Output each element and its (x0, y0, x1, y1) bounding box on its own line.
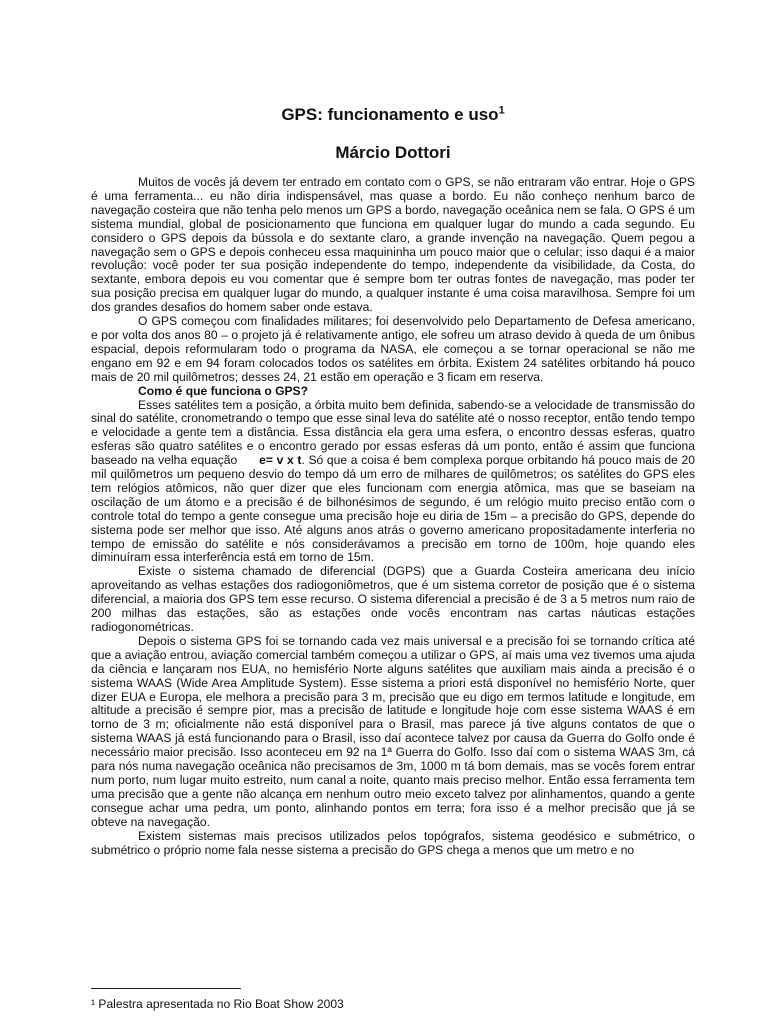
document-body (91, 176, 695, 857)
paragraph-4: Existe o sistema chamado de diferencial (DGPS) que a Guarda Costeira americana deu início aproveitando as velhas estações dos radiogoniômetros, que é um sistema corretor de posição que é o sistema diferencial, a maioria dos GPS tem esse recurso. O sistema diferencial a precisão é de 3 a 5 metros num raio de 200 milhas das estações, são as estações onde vocês encontram nas cartas náuticas estações radiogonométricas. (91, 564, 695, 634)
section-heading: Como é que funciona o GPS? (138, 383, 308, 398)
footnote-divider (91, 988, 241, 989)
title-text: GPS: funcionamento e uso (281, 105, 499, 124)
equation: e= v x t (259, 453, 302, 468)
paragraph-6: Existem sistemas mais precisos utilizados pelos topógrafos, sistema geodésico e submétrico, o submétrico o próprio nome fala nesse sistema a precisão do GPS chega a menos que um metro e no (91, 828, 695, 857)
document-title (91, 105, 695, 125)
paragraph-3 (91, 399, 695, 566)
document-content (91, 105, 695, 857)
footnote-text: ¹ Palestra apresentada no Rio Boat Show 2003 (91, 997, 344, 1011)
author-name: Márcio Dottori (335, 143, 451, 162)
paragraph-3-part-2: . Só que a coisa é bem complexa porque orbitando há pouco mais de 20 mil quilômetros um pequeno desvio do tempo dá um erro de milhares de quilômetros; os satélites do GPS eles tem relógios atômicos, não quer dizer que eles funcionam com energia atômica, mas que se baseiam na oscilação de um átomo e a precisão é de bilhonésimos de segundo, é um relógio muito preciso então com o controle total do tempo a gente consegue uma precisão hoje eu diria de 15m – a precisão do GPS, depende do sistema pode ser melhor que isso. Até alguns anos atrás o governo americano propositadamente interferia no tempo de emissão do satélite e nós considerávamos a precisão em torno de 100m, hoje quando eles diminuíram essa interferência está em torno de 15m. (91, 453, 695, 565)
paragraph-1: Muitos de vocês já devem ter entrado em contato com o GPS, se não entraram vão entrar. Hoje o GPS é uma ferramenta... eu não diria indispensável, mas quase a bordo. Eu não conheço nenhum barco de navegação costeira que não tenha pelo menos um GPS a bordo, navegação oceânica nem se fala. O GPS é um sistema mundial, global de posicionamento que funciona em qualquer lugar do mundo a cada segundo. Eu considero o GPS depois da bússola e do sextante claro, a grande invenção na navegação. Quem pegou a navegação sem o GPS e depois conheceu essa maquininha um pouco maior que o celular; isso daqui é a maior revolução: você poder ter sua posição independente do tempo, independente da visibilidade, da Costa, do sextante, embora depois eu vou comentar que é sempre bom ter outras fontes de navegação, mas poder ter sua posição precisa em qualquer lugar do mundo, a qualquer instante é uma coisa maravilhosa. Sempre foi um dos grandes desafios do homem saber onde estava. (91, 175, 695, 315)
paragraph-5: Depois o sistema GPS foi se tornando cada vez mais universal e a precisão foi se tornando crítica até que a aviação entrou, aviação comercial também começou a utilizar o GPS, aí mais uma vez tivemos uma ajuda da ciência e lançaram nos EUA, no hemisfério Norte alguns satélites que auxiliam mais ainda a precisão é o sistema WAAS (Wide Area Amplitude System). Esse sistema a priori está disponível no hemisfério Norte, quer dizer EUA e Europa, ele melhora a precisão para 3 m, precisão que eu digo em termos latitude e longitude, em altitude a precisão é sempre pior, mas a precisão de latitude e longitude hoje com esse sistema WAAS é em torno de 3 m; oficialmente não está disponível para o Brasil, mas parece já tive alguns contatos de que o sistema WAAS já está funcionando para o Brasil, isso daí acontece talvez por causa da Guerra do Golfo onde é necessário maior precisão. Isso aconteceu em 92 na 1ª Guerra do Golfo. Isso daí com o sistema WAAS 3m, cá para nós numa navegação oceânica não precisamos de 3m, 1000 m tá bom demais, mas se vocês forem entrar num porto, num lugar muito estreito, num canal a noite, quanto mais preciso melhor. Então essa ferramenta tem uma precisão que a gente não alcança em nenhum outro meio exceto talvez por alinhamentos, quando a gente consegue achar uma pedra, um ponto, alinhando pontos em terra; fora isso é a melhor precisão que já se obteve na navegação. (91, 633, 695, 829)
title-footnote-mark: 1 (498, 104, 505, 117)
paragraph-3-part-1: Esses satélites tem a posição, a órbita muito bem definida, sabendo-se a velocidade de transmissão do sinal do satélite, cronometrando o tempo que esse sinal leva do satélite até o nosso receptor, então tendo tempo e velocidade a gente tem a distância. Essa distância ela gera uma esfera, o encontro dessas esferas, quatro esferas são quatro satélites e o encontro gerado por essas esferas dá um ponto, então é assim que funciona baseado na velha equação (91, 397, 695, 468)
paragraph-2: O GPS começou com finalidades militares; foi desenvolvido pelo Departamento de Defesa americano, e por volta dos anos 80 – o projeto já é relativamente antigo, ele sofreu um atraso devido à queda de um ônibus espacial, depois reformularam todo o programa da NASA, ele começou a se tornar operacional se não me engano em 92 e em 94 foram colocados todos os satélites em órbita. Existem 24 satélites orbitando há pouco mais de 20 mil quilômetros; desses 24, 21 estão em operação e 3 ficam em reserva. (91, 314, 695, 384)
footnote-area (91, 988, 695, 1011)
